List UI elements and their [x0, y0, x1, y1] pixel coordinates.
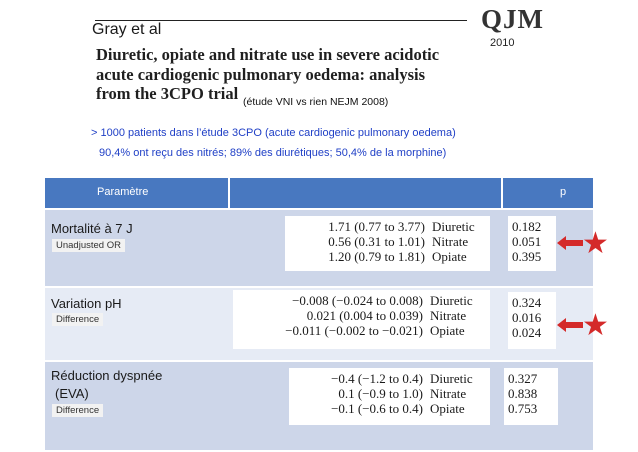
p-value: 0.182: [512, 219, 542, 234]
drug-name: Opiate: [430, 323, 465, 338]
star-icon: ★: [582, 309, 609, 342]
p-values: [504, 368, 558, 425]
p-value: 0.327: [508, 371, 538, 386]
param-name: Variation pH: [51, 296, 122, 311]
param-name-line2: (EVA): [55, 386, 89, 401]
summary-line: 90,4% ont reçu des nitrés; 89% des diurétiques; 50,4% de la morphine): [99, 147, 447, 159]
estimate-value: −0.4 (−1.2 to 0.4): [331, 371, 423, 386]
article-title-line: acute cardiogenic pulmonary oedema: analysis: [96, 64, 426, 84]
measure-label: Unadjusted OR: [52, 239, 125, 252]
drug-name: Opiate: [432, 249, 467, 264]
estimate-values: [233, 290, 426, 349]
left-arrow-icon: [557, 236, 583, 250]
header-param-cell: [45, 178, 228, 208]
estimate-value: −0.008 (−0.024 to 0.008): [292, 293, 423, 308]
p-value: 0.838: [508, 386, 538, 401]
p-value: 0.324: [512, 295, 542, 310]
param-name: Mortalité à 7 J: [51, 221, 133, 236]
drug-name: Diuretic: [432, 219, 475, 234]
article-title: [96, 45, 439, 104]
study-summary: [91, 123, 456, 163]
article-note: (étude VNI vs rien NEJM 2008): [243, 96, 389, 108]
left-arrow-icon: [557, 318, 583, 332]
author-label: Gray et al: [92, 21, 162, 38]
publication-year: 2010: [490, 37, 515, 49]
journal-logo: QJM: [481, 4, 544, 34]
article-title-line: from the 3CPO trial: [96, 84, 239, 103]
header-p-cell: [503, 178, 593, 208]
drug-names: [428, 216, 490, 271]
estimate-values: [289, 368, 426, 425]
estimate-value: −0.1 (−0.6 to 0.4): [331, 401, 423, 416]
p-values: [508, 292, 556, 349]
table-row: [45, 288, 593, 360]
header-param-label: Paramètre: [97, 186, 149, 198]
drug-name: Opiate: [430, 401, 465, 416]
measure-label: Difference: [52, 313, 103, 326]
results-table: [45, 178, 593, 450]
p-value: 0.051: [512, 234, 542, 249]
drug-name: Nitrate: [430, 308, 467, 323]
estimate-value: 0.1 (−0.9 to 1.0): [338, 386, 423, 401]
star-icon: ★: [582, 227, 609, 260]
drug-name: Nitrate: [430, 386, 467, 401]
p-value: 0.016: [512, 310, 542, 325]
p-values: [508, 216, 556, 271]
drug-names: [426, 290, 490, 349]
param-name: Réduction dyspnée: [51, 368, 163, 383]
table-row: [45, 210, 593, 286]
table-row: [45, 362, 593, 450]
header-middle-cell: [230, 178, 501, 208]
p-value: 0.024: [512, 325, 542, 340]
p-value: 0.395: [512, 249, 542, 264]
article-title-line: Diuretic, opiate and nitrate use in severe acidotic: [96, 45, 440, 64]
drug-names: [426, 368, 490, 425]
estimate-value: 0.021 (0.004 to 0.039): [306, 308, 423, 323]
drug-name: Nitrate: [432, 234, 469, 249]
estimate-value: 1.71 (0.77 to 3.77): [328, 219, 425, 234]
estimate-value: 1.20 (0.79 to 1.81): [328, 249, 425, 264]
header-p-label: p: [560, 186, 567, 198]
p-value: 0.753: [508, 401, 538, 416]
drug-name: Diuretic: [430, 371, 473, 386]
estimate-value: 0.56 (0.31 to 1.01): [328, 234, 425, 249]
estimate-value: −0.011 (−0.002 to −0.021): [285, 323, 423, 338]
estimate-values: [285, 216, 428, 271]
drug-name: Diuretic: [430, 293, 473, 308]
measure-label: Difference: [52, 404, 103, 417]
summary-line: > 1000 patients dans l’étude 3CPO (acute cardiogenic pulmonary oedema): [91, 127, 456, 139]
